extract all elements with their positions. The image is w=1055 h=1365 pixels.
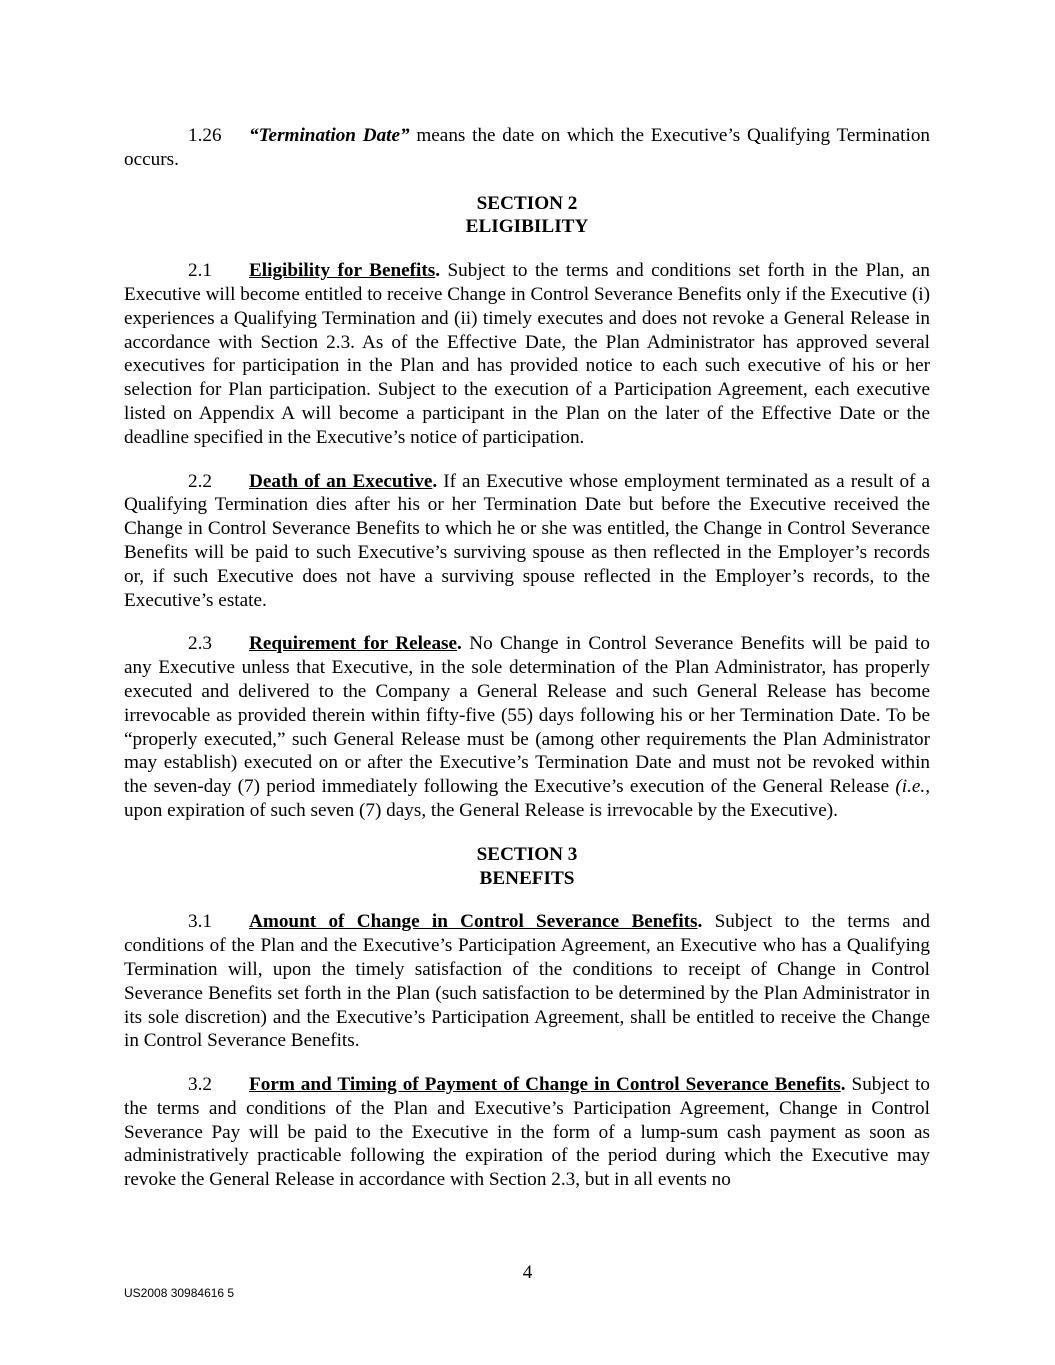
clause-heading: Requirement for Release [249, 633, 458, 655]
section-title: SECTION 2 [476, 192, 578, 214]
section-title: SECTION 3 [476, 843, 578, 865]
clause-heading: Death of an Executive [249, 470, 433, 492]
clause-number: 1.26 [188, 125, 222, 146]
section-subtitle: ELIGIBILITY [465, 216, 589, 238]
clause-text: If an Executive whose employment terminated as a result of a Qualifying Termination dies after his or her Termination Date but before the Executive received the Change in Control Severance Benefits to which he or she was entitled, the Change in Control Severance Benefits will be paid to such Executive’s surviving spouse as then reflected in the Employer’s records or, if such Executive does not have a surviving spouse reflected in the Employer’s records, to the Executive’s estate. [124, 470, 930, 611]
clause-heading: Amount of Change in Control Severance Benefits [249, 911, 698, 933]
clause-text: means the date on which the Executive’s Qualifying Termination occurs. [124, 125, 931, 170]
section-3-heading [124, 843, 930, 891]
clause-number: 2.2 [188, 470, 212, 492]
clause-text-italic: (i.e., [895, 776, 930, 798]
clause-heading-period: . [697, 911, 703, 933]
document-id: US2008 30984616 5 [124, 1286, 235, 1300]
clause-heading: Form and Timing of Payment of Change in Control Severance Benefits [249, 1074, 841, 1096]
clause-3-2 [124, 1073, 930, 1192]
clause-text: No Change in Control Severance Benefits will be paid to any Executive unless that Executive, in the sole determination of the Plan Administrator, has properly executed and delivered to the Company a General Release and such General Release has become irrevocable as provided therein within fifty-five (55) days following his or her Termination Date. To be “properly executed,” such General Release must be (among other requirements the Plan Administrator may establish) executed on or after the Executive’s Termination Date and must not be revoked within the seven-day (7) period immediately following the Executive’s execution of the General Release [124, 633, 931, 798]
clause-heading-period: . [432, 470, 438, 492]
clause-heading-period: . [840, 1074, 846, 1096]
clause-text-continued: upon expiration of such seven (7) days, the General Release is irrevocable by the Executive). [124, 799, 838, 821]
clause-2-3 [124, 632, 930, 822]
page-number: 4 [522, 1262, 533, 1283]
clause-text: Subject to the terms and conditions of the Plan and the Executive’s Participation Agreement, an Executive who has a Qualifying Termination will, upon the timely satisfaction of the conditions to receipt of Change in Control Severance Benefits set forth in the Plan (such satisfaction to be determined by the Plan Administrator in its sole discretion) and the Executive’s Participation Agreement, shall be entitled to receive the Change in Control Severance Benefits. [124, 911, 930, 1052]
clause-2-1 [124, 259, 930, 449]
clause-heading-period: . [457, 633, 462, 655]
clause-text: Subject to the terms and conditions of the Plan and Executive’s Participation Agreement, Change in Control Severance Pay will be paid to the Executive in the form of a lump-sum cash payment as soon as administratively practicable following the expiration of the period during which the Executive may revoke the General Release in accordance with Section 2.3, but in all events no [124, 1074, 930, 1191]
clause-number: 2.3 [188, 633, 212, 655]
defined-term: “Termination Date” [249, 125, 410, 146]
clause-3-1 [124, 910, 930, 1053]
clause-text: Subject to the terms and conditions set forth in the Plan, an Executive will become entitled to receive Change in Control Severance Benefits only if the Executive (i) experiences a Qualifying Termination and (ii) timely executes and does not revoke a General Release in accordance with Section 2.3. As of the Effective Date, the Plan Administrator has approved several executives for participation in the Plan and has provided notice to each such executive of his or her selection for Plan participation. Subject to the execution of a Participation Agreement, each executive listed on Appendix A will become a participant in the Plan on the later of the Effective Date or the deadline specified in the Executive’s notice of participation. [124, 260, 930, 448]
clause-2-2 [124, 470, 930, 613]
clause-number: 3.2 [188, 1074, 212, 1096]
definition-1-26 [124, 124, 930, 172]
clause-number: 3.1 [188, 911, 212, 933]
document-body [124, 124, 930, 1192]
clause-heading-period: . [435, 260, 441, 282]
clause-heading: Eligibility for Benefits [249, 260, 436, 282]
section-subtitle: BENEFITS [479, 867, 575, 889]
clause-number: 2.1 [188, 260, 212, 282]
section-2-heading [124, 192, 930, 240]
